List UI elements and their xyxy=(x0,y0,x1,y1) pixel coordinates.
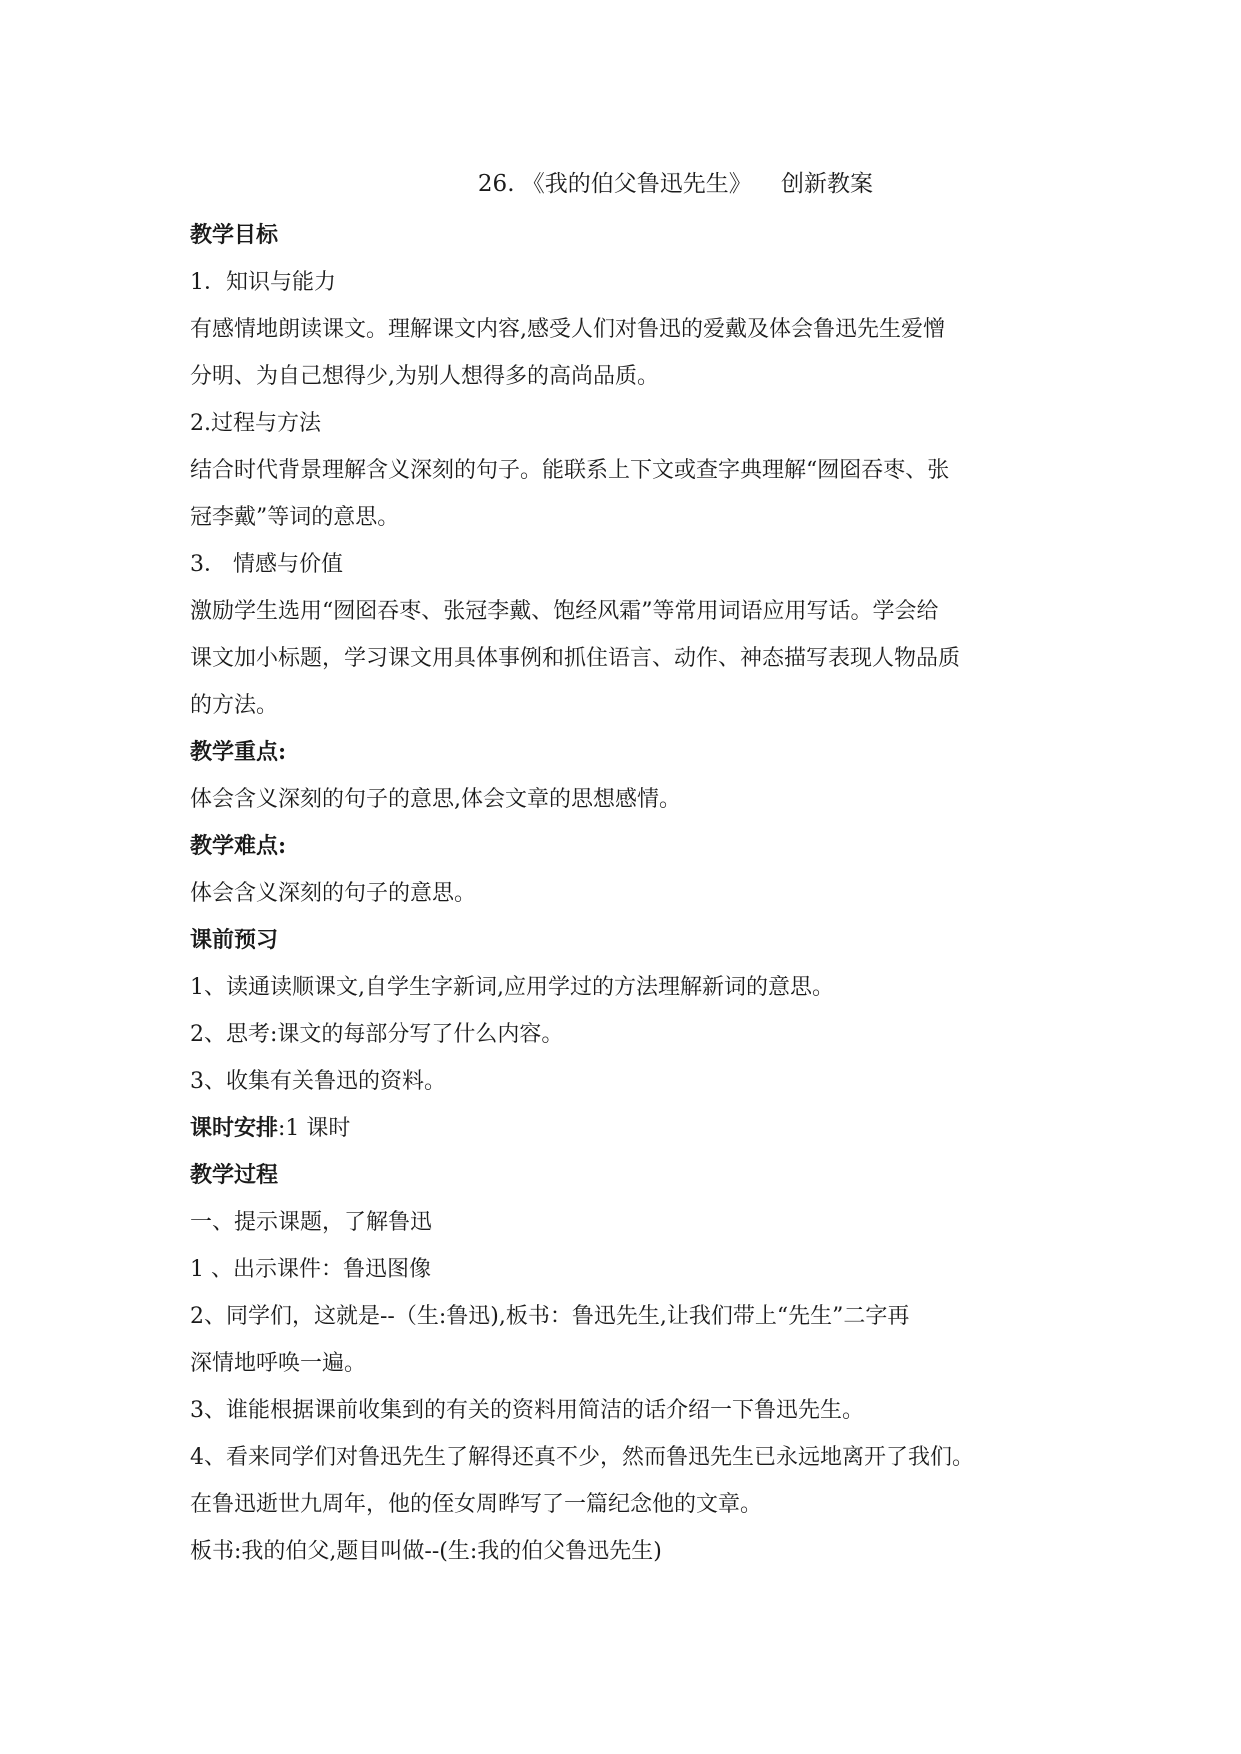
schedule-line xyxy=(190,1105,1060,1152)
paragraph-line: 结合时代背景理解含义深刻的句子。能联系上下文或查字典理解“囫囵吞枣、张 xyxy=(190,458,950,483)
list-item: 3、收集有关鲁迅的资料。 xyxy=(190,1069,446,1094)
paragraph-line: 体会含义深刻的句子的意思。 xyxy=(190,881,477,906)
paragraph-line: 深情地呼唤一遍。 xyxy=(190,1351,367,1376)
paragraph-line: 体会含义深刻的句子的意思,体会文章的思想感情。 xyxy=(190,787,681,812)
list-item: 3、谁能根据课前收集到的有关的资料用简洁的话介绍一下鲁迅先生。 xyxy=(190,1398,864,1423)
heading-preview: 课前预习 xyxy=(190,927,279,953)
paragraph-line: 板书:我的伯父,题目叫做--(生:我的伯父鲁迅先生) xyxy=(190,1539,662,1564)
heading-schedule: 课时安排 xyxy=(190,1115,279,1141)
heading-teaching-goals: 教学目标 xyxy=(190,222,279,248)
paragraph-line: 激励学生选用“囫囵吞枣、张冠李戴、饱经风霜”等常用词语应用写话。学会给 xyxy=(190,599,939,624)
list-item: 1、读通读顺课文,自学生字新词,应用学过的方法理解新词的意思。 xyxy=(190,975,834,1000)
paragraph-line: 课文加小标题，学习课文用具体事例和抓住语言、动作、神态描写表现人物品质 xyxy=(190,646,961,671)
list-item: 4、看来同学们对鲁迅先生了解得还真不少，然而鲁迅先生已永远地离开了我们。 xyxy=(190,1445,974,1470)
document-body xyxy=(190,212,1060,1575)
subheading-knowledge: 1．知识与能力 xyxy=(190,270,336,295)
paragraph-line: 有感情地朗读课文。理解课文内容,感受人们对鲁迅的爱戴及体会鲁迅先生爱憎 xyxy=(190,317,945,342)
paragraph-line: 冠李戴”等词的意思。 xyxy=(190,505,400,530)
paragraph-line: 分明、为自己想得少,为别人想得多的高尚品质。 xyxy=(190,364,659,389)
schedule-value: :1 课时 xyxy=(278,1116,351,1141)
paragraph-line: 在鲁迅逝世九周年，他的侄女周晔写了一篇纪念他的文章。 xyxy=(190,1492,763,1517)
list-item: 2、同学们，这就是--（生:鲁迅),板书：鲁迅先生,让我们带上“先生”二字再 xyxy=(190,1304,910,1329)
heading-key-points: 教学重点: xyxy=(190,739,287,765)
heading-difficulties: 教学难点: xyxy=(190,833,287,859)
list-item: 1 、出示课件：鲁迅图像 xyxy=(190,1257,431,1282)
paragraph-line: 的方法。 xyxy=(190,693,279,718)
subheading-process: 2.过程与方法 xyxy=(190,411,321,436)
heading-teaching-process: 教学过程 xyxy=(190,1162,279,1188)
list-item: 2、思考:课文的每部分写了什么内容。 xyxy=(190,1022,564,1047)
section-heading: 一、提示课题，了解鲁迅 xyxy=(190,1210,433,1235)
subheading-emotion: 3． 情感与价值 xyxy=(190,552,343,577)
document-title: 26. 《我的伯父鲁迅先生》 创新教案 xyxy=(477,171,874,197)
